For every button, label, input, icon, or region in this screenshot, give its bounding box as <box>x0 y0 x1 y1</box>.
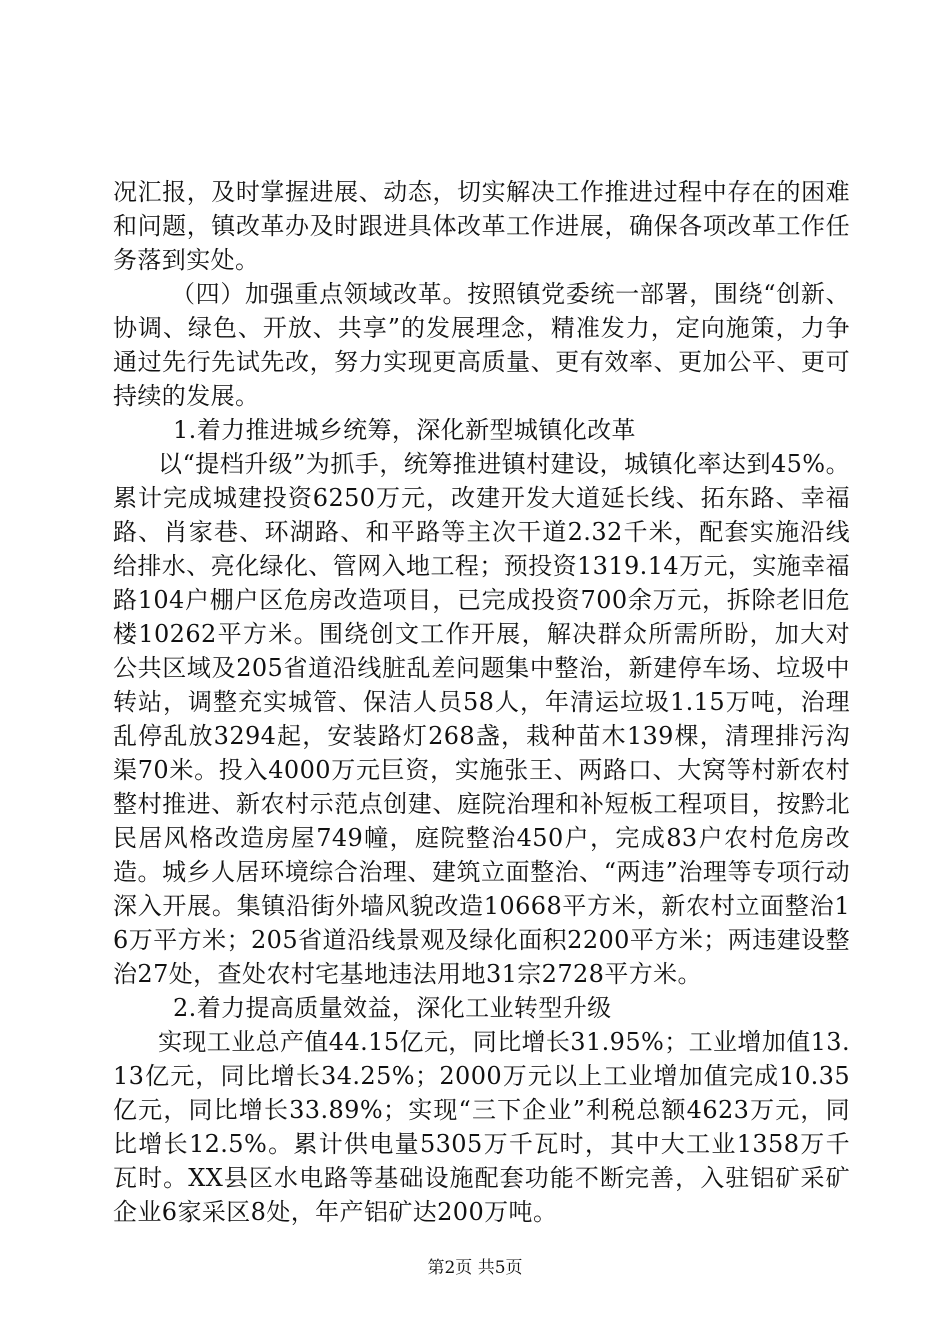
section-heading-four: （四）加强重点领域改革。按照镇党委统一部署，围绕“创新、协调、绿色、开放、共享”的发展理念，精准发力，定向施策，力争通过先行先试先改，努力实现更高质量、更有效率、更加公平、更可持续的发展。 <box>113 280 850 410</box>
paragraph-continuation: 况汇报，及时掌握进展、动态，切实解决工作推进过程中存在的困难和问题，镇改革办及时跟进具体改革工作进展，确保各项改革工作任务落到实处。 <box>113 178 850 274</box>
page-number-footer: 第2页 共5页 <box>427 1258 523 1278</box>
paragraph-urbanization: 以“提档升级”为抓手，统筹推进镇村建设，城镇化率达到45%。累计完成城建投资6250万元，改建开发大道延长线、拓东路、幸福路、肖家巷、环湖路、和平路等主次干道2.32千米，配套实施沿线给排水、亮化绿化、管网入地工程；预投资1319.14万元，实施幸福路104户棚户区危房改造项目，已完成投资700余万元，拆除老旧危楼10262平方米。围绕创文工作开展，解决群众所需所盼，加大对公共区域及205省道沿线脏乱差问题集中整治，新建停车场、垃圾中转站，调整充实城管、保洁人员58人，年清运垃圾1.15万吨，治理乱停乱放3294起，安装路灯268盏，栽种苗木139棵，清理排污沟渠70米。投入4000万元巨资，实施张王、两路口、大窝等村新农村整村推进、新农村示范点创建、庭院治理和补短板工程项目，按黔北民居风格改造房屋749幢，庭院整治450户，完成83户农村危房改造。城乡人居环境综合治理、建筑立面整治、“两违”治理等专项行动深入开展。集镇沿街外墙风貌改造10668平方米，新农村立面整治16万平方米；205省道沿线景观及绿化面积2200平方米；两违建设整治27处，查处农村宅基地违法用地31宗2728平方米。 <box>113 450 850 988</box>
subheading-industry: 2.着力提高质量效益，深化工业转型升级 <box>173 994 612 1022</box>
document-body <box>113 175 850 1229</box>
paragraph-industry: 实现工业总产值44.15亿元，同比增长31.95%；工业增加值13.13亿元，同比增长34.25%；2000万元以上工业增加值完成10.35亿元，同比增长33.89%；实现“三下企业”利税总额4623万元，同比增长12.5%。累计供电量5305万千瓦时，其中大工业1358万千瓦时。XX县区水电路等基础设施配套功能不断完善，入驻铝矿采矿企业6家采区8处，年产铝矿达200万吨。 <box>113 1028 850 1226</box>
subheading-urban-rural: 1.着力推进城乡统筹，深化新型城镇化改革 <box>173 416 636 444</box>
